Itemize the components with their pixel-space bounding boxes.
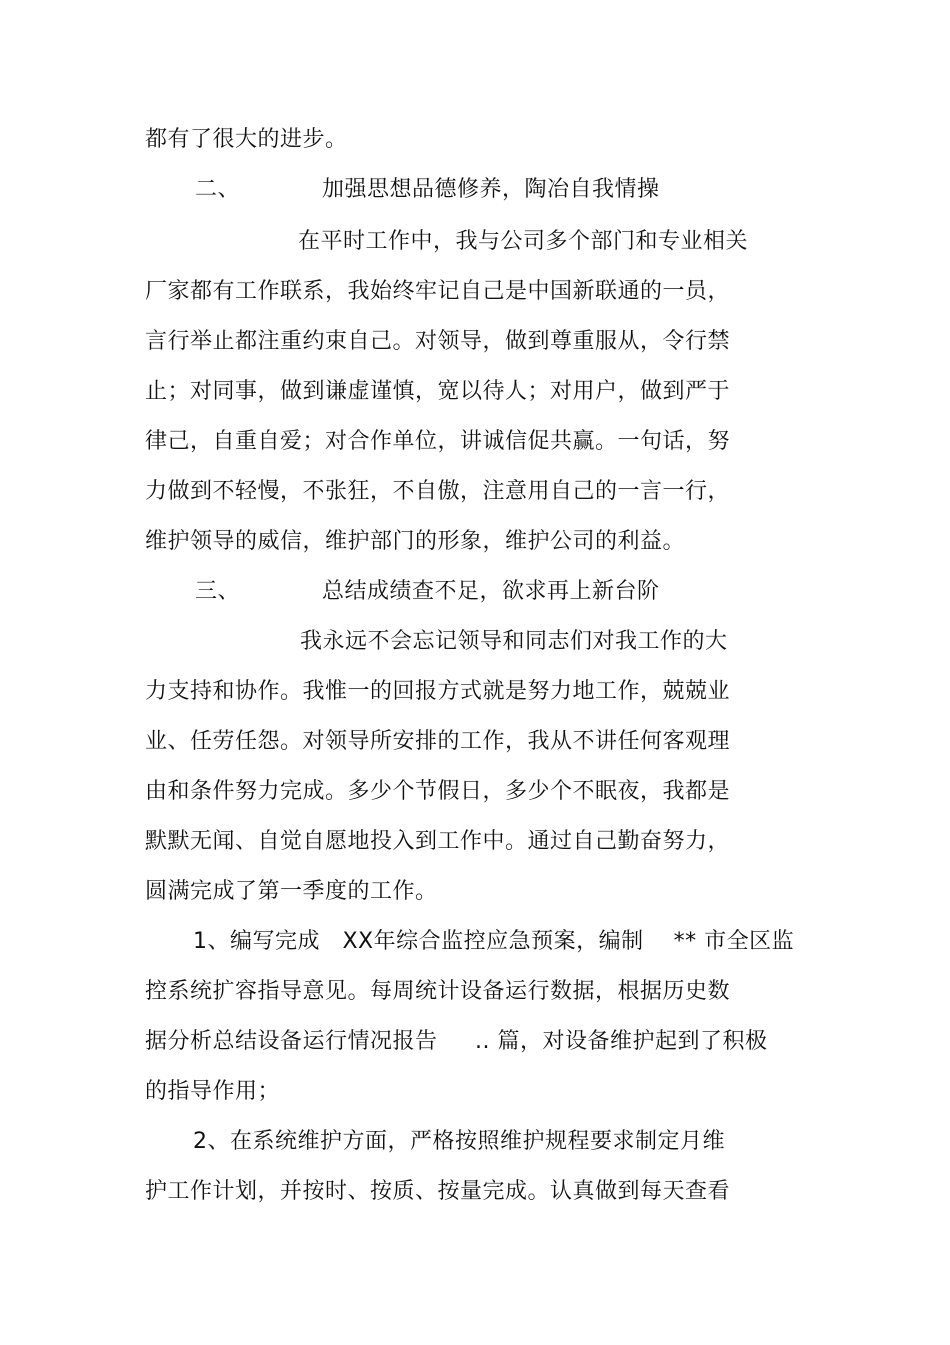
list-item-line: 控系统扩容指导意见。每周统计设备运行数据，根据历史数 [145,979,731,1004]
section-heading: 总结成绩查不足，欲求再上新台阶 [322,579,660,604]
list-item-line: 护工作计划，并按时、按质、按量完成。认真做到每天查看 [145,1179,731,1204]
text-line: 默默无闻、自觉自愿地投入到工作中。通过自己勤奋努力， [145,829,731,854]
text-line: 厂家都有工作联系，我始终牢记自己是中国新联通的一员， [145,279,731,304]
list-item-line: 的指导作用； [145,1079,281,1104]
text-line: 业、任劳任怨。对领导所安排的工作，我从不讲任何客观理 [145,729,731,754]
text-line: 言行举止都注重约束自己。对领导，做到尊重服从，令行禁 [145,329,731,354]
text-line: 在平时工作中，我与公司多个部门和专业相关 [298,229,749,254]
text-line: 由和条件努力完成。多少个节假日，多少个不眠夜，我都是 [145,779,731,804]
list-item-line: 2、在系统维护方面，严格按照维护规程要求制定月维 [193,1129,725,1154]
text-line: 止；对同事，做到谦虚谨慎，宽以待人；对用户，做到严于 [145,379,731,404]
text-line: 圆满完成了第一季度的工作。 [145,879,438,904]
text-line: 都有了很大的进步。 [145,127,348,152]
text-line: 我永远不会忘记领导和同志们对我工作的大 [300,629,728,654]
section-number: 二、 [195,177,241,202]
text-line: 维护领导的威信，维护部门的形象，维护公司的利益。 [145,529,686,554]
text-line: 力做到不轻慢，不张狂，不自傲，注意用自己的一言一行， [145,479,731,504]
text-line: 力支持和协作。我惟一的回报方式就是努力地工作，兢兢业 [145,679,731,704]
list-item-line: 1、编写完成 XX年综合监控应急预案，编制 ** 市全区监 [193,929,795,954]
list-item-line: 据分析总结设备运行情况报告 .. 篇，对设备维护起到了积极 [145,1029,768,1054]
section-number: 三、 [195,579,241,604]
text-line: 律己，自重自爱；对合作单位，讲诚信促共赢。一句话，努 [145,429,731,454]
section-heading: 加强思想品德修养，陶冶自我情操 [322,177,660,202]
